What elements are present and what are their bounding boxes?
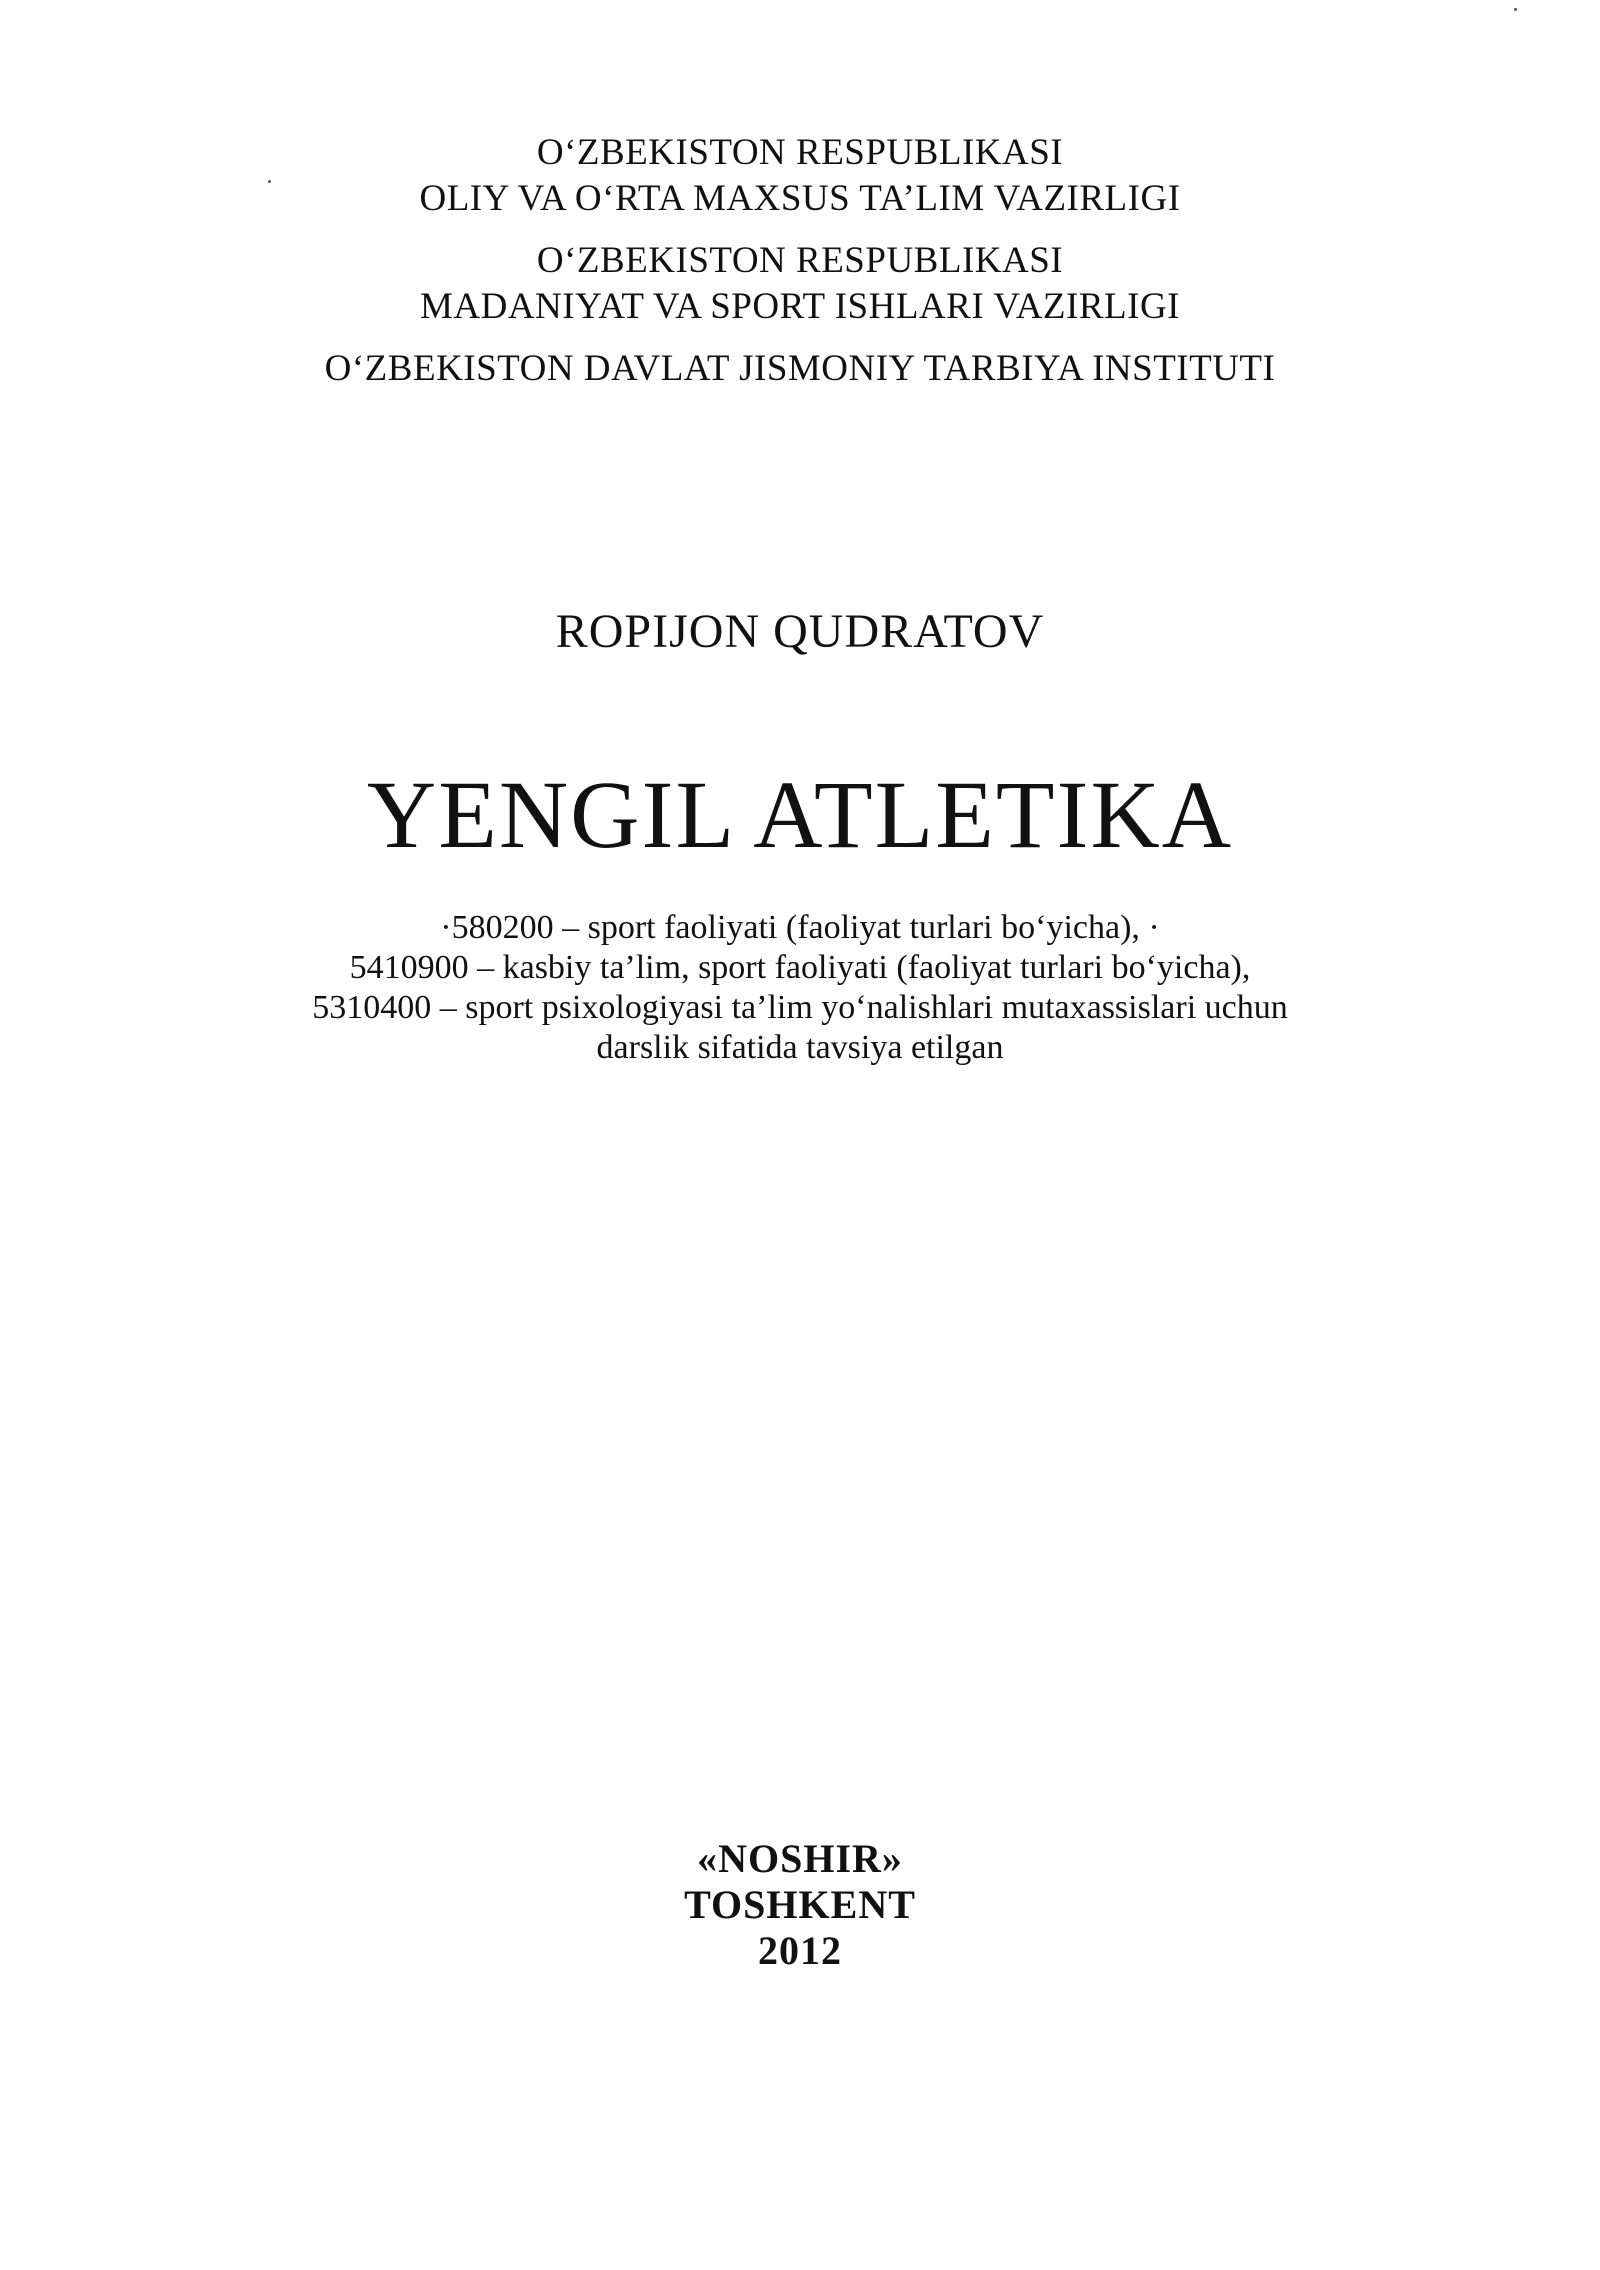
institution-header <box>0 130 1600 392</box>
subtitle-line: darslik sifatida tavsiya etilgan <box>596 1029 1004 1066</box>
institution-line: O‘ZBEKISTON DAVLAT JISMONIY TARBIYA INSTITUTI <box>324 348 1276 389</box>
subtitle-line: 5310400 – sport psixologiyasi ta’lim yo‘nalishlari mutaxassislari uchun <box>312 989 1288 1026</box>
institution-line: O‘ZBEKISTON RESPUBLIKASI <box>536 132 1064 173</box>
institution-line: MADANIYAT VA SPORT ISHLARI VAZIRLIGI <box>419 286 1180 327</box>
subtitle-block <box>0 908 1600 1068</box>
author-name: ROPIJON QUDRATOV <box>555 605 1045 658</box>
publisher-city: TOSHKENT <box>684 1882 916 1927</box>
publication-year: 2012 <box>758 1928 842 1973</box>
publisher-block <box>0 1836 1600 1974</box>
subtitle-line: ·580200 – sport faoliyati (faoliyat turlari bo‘yicha), · <box>440 909 1160 946</box>
institution-line: O‘ZBEKISTON RESPUBLIKASI <box>536 240 1064 281</box>
subtitle-line: 5410900 – kasbiy ta’lim, sport faoliyati (faoliyat turlari bo‘yicha), <box>349 949 1251 986</box>
institution-gap <box>0 330 1600 346</box>
publisher-name: «NOSHIR» <box>697 1836 903 1881</box>
institution-line: OLIY VA O‘RTA MAXSUS TA’LIM VAZIRLIGI <box>419 178 1181 219</box>
book-title: YENGIL ATLETIKA <box>366 761 1234 868</box>
scan-speck <box>1514 8 1517 11</box>
institution-gap <box>0 222 1600 238</box>
